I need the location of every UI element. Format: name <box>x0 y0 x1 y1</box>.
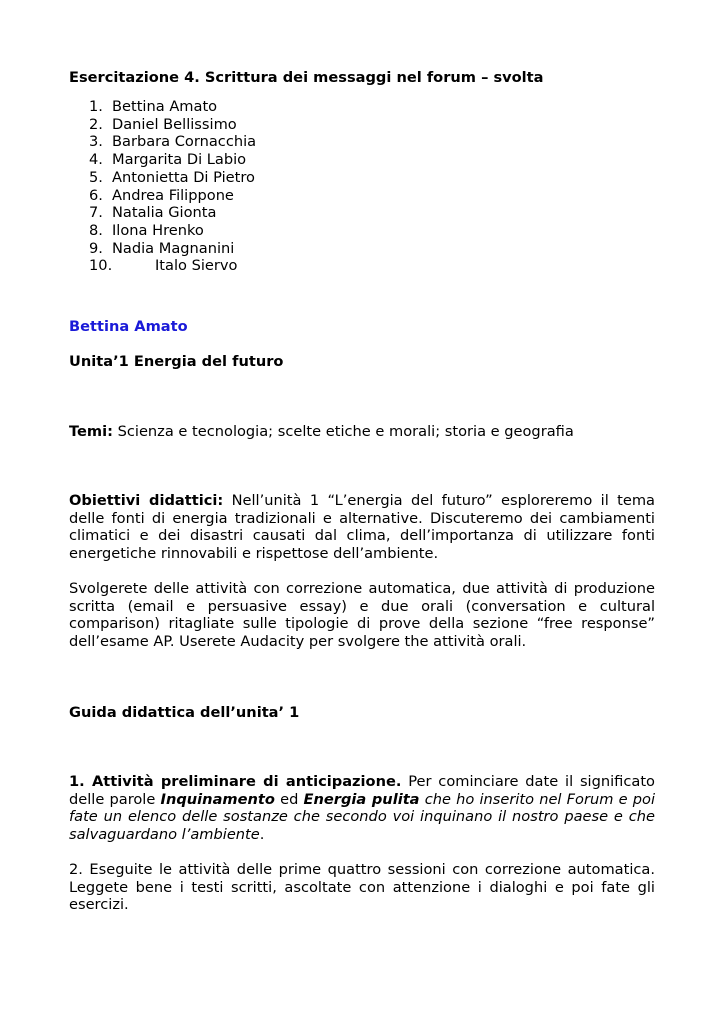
list-item-number: 1. <box>89 98 103 115</box>
participant-list-item <box>69 257 655 275</box>
list-item-number: 3. <box>89 133 103 151</box>
activity-1-term-inquinamento: Inquinamento <box>160 790 275 808</box>
participant-list-item <box>69 240 655 258</box>
obiettivi-paragraph <box>69 492 655 563</box>
participant-list-item <box>69 222 655 240</box>
activity-2-paragraph: 2. Eseguite le attività delle prime quattro sessioni con correzione automatica. Leggete bene i testi scritti, ascoltate con attenzione i dialoghi e poi fate gli esercizi. <box>69 861 655 914</box>
list-item-number: 5. <box>89 168 103 186</box>
obiettivi-label: Obiettivi didattici: <box>69 492 224 509</box>
participant-name: Daniel Bellissimo <box>112 115 237 133</box>
participant-list-item <box>69 98 655 116</box>
list-item-number: 7. <box>89 204 103 222</box>
unit-title: Unita’1 Energia del futuro <box>69 353 284 370</box>
list-item-number: 2. <box>89 115 103 133</box>
temi-paragraph <box>69 423 655 441</box>
activity-1-text-a: Per cominciare date il significato delle parole <box>69 773 655 808</box>
list-item-number: 8. <box>89 221 103 239</box>
participant-list-item <box>69 116 655 134</box>
svolgerete-paragraph: Svolgerete delle attività con correzione automatica, due attività di produzione scritta (email e persuasive essay) e due orali (conversation e cultural comparison) ritagliate sulle tipologie di prove della sezione “free response” dell’esame AP. Userete Audacity per svolgere the attività orali. <box>69 580 655 651</box>
section-author: Bettina Amato <box>69 318 188 335</box>
participants-list <box>69 98 655 275</box>
participant-list-item <box>69 204 655 222</box>
participant-name: Nadia Magnanini <box>112 239 235 257</box>
participant-name: Italo Siervo <box>155 257 238 275</box>
participant-name: Antonietta Di Pietro <box>112 168 255 186</box>
document-title: Esercitazione 4. Scrittura dei messaggi nel forum – svolta <box>69 69 544 86</box>
list-item-number: 10. <box>89 257 113 275</box>
participant-name: Barbara Cornacchia <box>112 133 257 151</box>
participant-list-item <box>69 187 655 205</box>
participant-list-item <box>69 151 655 169</box>
activity-1-paragraph <box>69 773 655 844</box>
participant-name: Bettina Amato <box>112 98 218 115</box>
participant-name: Natalia Gionta <box>112 204 217 222</box>
activity-1-text-c: che ho inserito nel Forum e poi fate un elenco delle sostanze che secondo voi inquinano il nostro paese e che salvaguardano l’ambiente <box>69 790 655 844</box>
participant-name: Ilona Hrenko <box>112 221 204 239</box>
activity-1-term-energia-pulita: Energia pulita <box>303 790 420 808</box>
activity-1-label: 1. Attività preliminare di anticipazione. <box>69 773 402 790</box>
participant-name: Andrea Filippone <box>112 186 234 204</box>
temi-text: Scienza e tecnologia; scelte etiche e morali; storia e geografia <box>112 423 574 440</box>
activity-1-text-d: . <box>259 826 265 844</box>
participant-list-item <box>69 133 655 151</box>
obiettivi-text: Nell’unità 1 “L’energia del futuro” esploreremo il tema delle fonti di energia tradizionali e alternative. Discuteremo dei cambiamenti climatici e dei disastri causati dal clima, dell’importanza di utilizzare fonti energetiche rinnovabili e rispettose dell’ambiente. <box>69 492 655 563</box>
list-item-number: 9. <box>89 239 103 257</box>
participant-name: Margarita Di Labio <box>112 151 247 169</box>
activity-1-text-b: ed <box>274 790 304 808</box>
list-item-number: 6. <box>89 186 103 204</box>
temi-label: Temi: <box>69 423 113 440</box>
participant-list-item <box>69 169 655 187</box>
guida-title: Guida didattica dell’unita’ 1 <box>69 704 300 721</box>
list-item-number: 4. <box>89 151 103 169</box>
